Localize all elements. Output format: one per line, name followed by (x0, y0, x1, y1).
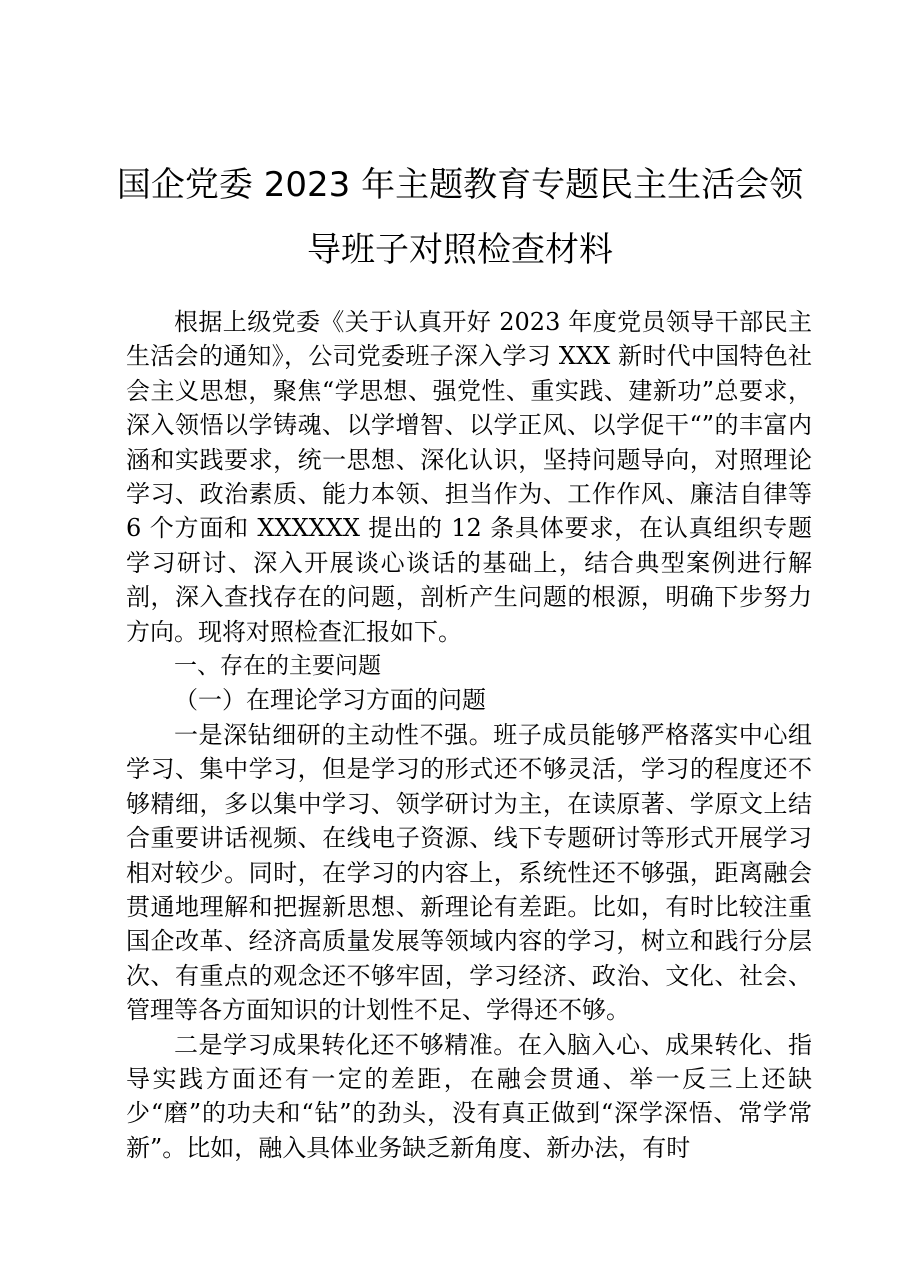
body-paragraph-2: 二是学习成果转化还不够精准。在入脑入心、成果转化、指导实践方面还有一定的差距，在融会贯通、举一反三上还缺少“磨”的功夫和“钻”的劲头，没有真正做到“深学深悟、常学常新”。比如，融入具体业务缺乏新角度、新办法，有时 (126, 1030, 812, 1162)
intro-paragraph: 根据上级党委《关于认真开好 2023 年度党员领导干部民主生活会的通知》，公司党委班子深入学习 XXX 新时代中国特色社会主义思想，聚焦“学思想、强党性、重实践、建新功”总要求，深入领悟以学铸魂、以学增智、以学正风、以学促干“”的丰富内涵和实践要求，统一思想、深化认识，坚持问题导向，对照理论学习、政治素质、能力本领、担当作为、工作作风、廉洁自律等 6 个方面和 XXXXXX 提出的 12 条具体要求，在认真组织专题学习研讨、深入开展谈心谈话的基础上，结合典型案例进行解剖，深入查找存在的问题，剖析产生问题的根源，明确下步努力方向。现将对照检查汇报如下。 (126, 308, 812, 646)
document-title-line-2: 导班子对照检查材料 (307, 230, 613, 270)
section-heading: 一、存在的主要问题 (174, 653, 381, 680)
body-paragraph-1: 一是深钻细研的主动性不强。班子成员能够严格落实中心组学习、集中学习，但是学习的形式还不够灵活，学习的程度还不够精细，多以集中学习、领学研讨为主，在读原著、学原文上结合重要讲话视频、在线电子资源、线下专题研讨等形式开展学习相对较少。同时，在学习的内容上，系统性还不够强，距离融会贯通地理解和把握新思想、新理论有差距。比如，有时比较注重国企改革、经济高质量发展等领域内容的学习，树立和践行分层次、有重点的观念还不够牢固，学习经济、政治、文化、社会、管理等各方面知识的计划性不足、学得还不够。 (126, 720, 812, 1025)
subsection-heading: （一）在理论学习方面的问题 (174, 686, 486, 715)
document-title-line-1: 国企党委 2023 年主题教育专题民主生活会领 (116, 165, 804, 205)
document-body (126, 305, 812, 1165)
